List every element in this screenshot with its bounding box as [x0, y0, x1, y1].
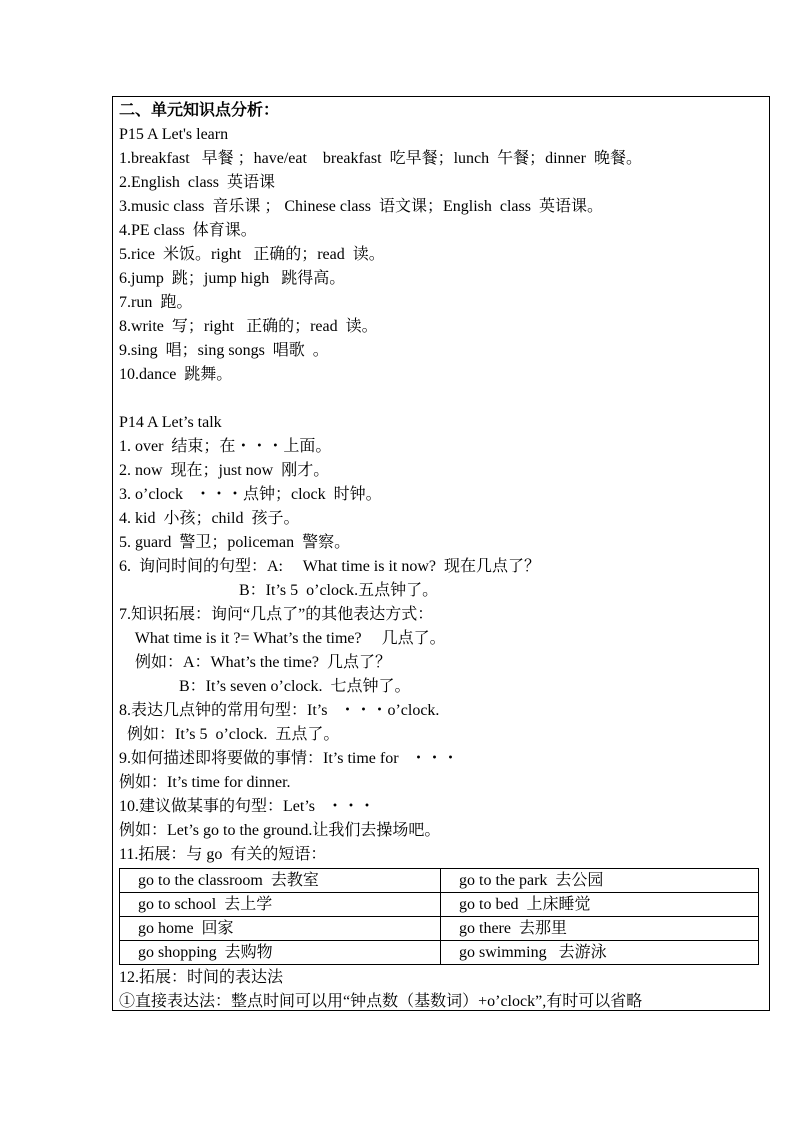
- talk-item: 9.如何描述即将要做的事情：It’s time for ・・・: [119, 750, 459, 767]
- talk-item: 例如：It’s time for dinner.: [119, 774, 291, 791]
- go-phrases-table: [119, 868, 759, 965]
- time-item: 12.拓展：时间的表达法: [119, 969, 284, 986]
- phrase-cell: go to the park 去公园: [441, 869, 759, 893]
- time-item: ①直接表达法：整点时间可以用“钟点数（基数词）+o’clock”,有时可以省略: [119, 993, 643, 1010]
- cell-content: [119, 99, 765, 1011]
- talk-item: What time is it ?= What’s the time? 几点了。: [119, 630, 446, 647]
- learn-item: 8.write 写；right 正确的；read 读。: [119, 318, 378, 335]
- talk-item: 8.表达几点钟的常用句型：It’s ・・・o’clock.: [119, 702, 440, 719]
- talk-item: 4. kid 小孩；child 孩子。: [119, 510, 300, 527]
- learn-item: 10.dance 跳舞。: [119, 366, 233, 383]
- talk-item: 3. o’clock ・・・点钟；clock 时钟。: [119, 486, 382, 503]
- learn-item: 4.PE class 体育课。: [119, 222, 257, 239]
- learn-item: 6.jump 跳；jump high 跳得高。: [119, 270, 346, 287]
- talk-header: P14 A Let’s talk: [119, 414, 222, 431]
- talk-item: B：It’s 5 o’clock.五点钟了。: [119, 582, 439, 599]
- table-row: [120, 917, 759, 941]
- talk-item: 例如：A：What’s the time? 几点了？: [119, 654, 391, 671]
- phrase-cell: go there 去那里: [441, 917, 759, 941]
- phrase-cell: go to school 去上学: [120, 893, 441, 917]
- phrase-cell: go shopping 去购物: [120, 941, 441, 965]
- learn-item: 7.run 跑。: [119, 294, 193, 311]
- phrase-cell: go to bed 上床睡觉: [441, 893, 759, 917]
- talk-item: 5. guard 警卫；policeman 警察。: [119, 534, 351, 551]
- learn-item: 9.sing 唱；sing songs 唱歌 。: [119, 342, 329, 359]
- phrase-cell: go home 回家: [120, 917, 441, 941]
- talk-item: 7.知识拓展：询问“几点了”的其他表达方式：: [119, 606, 434, 623]
- table-row: [120, 941, 759, 965]
- table-row: [120, 893, 759, 917]
- talk-item: 2. now 现在；just now 刚才。: [119, 462, 330, 479]
- learn-header: P15 A Let's learn: [119, 126, 229, 143]
- talk-item: 10.建议做某事的句型：Let’s ・・・: [119, 798, 375, 815]
- section-title: 二、单元知识点分析：: [119, 102, 280, 119]
- knowledge-table-cell: [112, 96, 770, 1011]
- talk-item: 6. 询问时间的句型：A: What time is it now? 现在几点了？: [119, 558, 541, 575]
- talk-item: B：It’s seven o’clock. 七点钟了。: [119, 678, 411, 695]
- talk-item: 1. over 结束；在・・・上面。: [119, 438, 332, 455]
- talk-item: 例如：It’s 5 o’clock. 五点了。: [119, 726, 340, 743]
- learn-item: 5.rice 米饭。right 正确的；read 读。: [119, 246, 385, 263]
- learn-item: 2.English class 英语课: [119, 174, 275, 191]
- talk-item: 11.拓展：与 go 有关的短语：: [119, 846, 327, 863]
- phrase-cell: go swimming 去游泳: [441, 941, 759, 965]
- table-row: [120, 869, 759, 893]
- learn-item: 3.music class 音乐课 ； Chinese class 语文课；English class 英语课。: [119, 198, 603, 215]
- phrase-cell: go to the classroom 去教室: [120, 869, 441, 893]
- blank-line: [119, 387, 765, 411]
- learn-item: 1.breakfast 早餐 ；have/eat breakfast 吃早餐；lunch 午餐；dinner 晚餐。: [119, 150, 642, 167]
- talk-item: 例如：Let’s go to the ground.让我们去操场吧。: [119, 822, 441, 839]
